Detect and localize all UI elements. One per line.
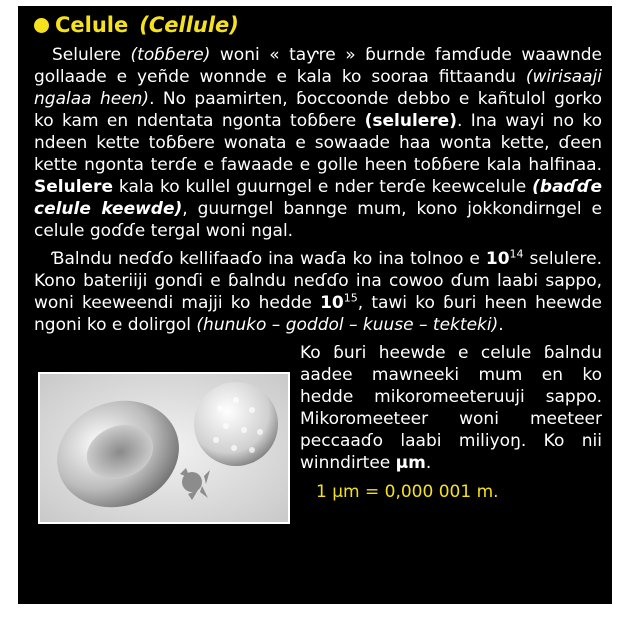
p2-number-1: 10 [485, 249, 510, 269]
p1-emph-2: (wirisaaji ngalaa heen) [34, 67, 602, 109]
p2-text-2: selulere. Kono bateriiji gonɗi e ɓalndu neɗɗo ina cowoo ɗum laabi sappo, woni keeweendi majji ko hedde [34, 249, 602, 313]
content-panel [18, 6, 612, 604]
p2-exponent-1: 14 [509, 247, 524, 261]
p1-text-2: woni « taƴre » ɓurnde famɗude waawnde gollaade e yeñde wonnde e kala ko sooraa fittaandu [34, 45, 602, 87]
p2-number-2: 10 [320, 293, 344, 313]
bottom-section [34, 342, 602, 537]
unit-formula: 1 µm = 0,000 001 m. [316, 482, 499, 502]
p2-text-4: . [498, 315, 504, 335]
p3-unit: µm [395, 453, 426, 473]
cell-micrograph-icon [40, 374, 288, 522]
p2-exponent-2: 15 [343, 291, 358, 305]
p1-emph-1: (toɓɓere) [130, 45, 211, 65]
p3-text-2: . [425, 453, 432, 473]
p1-text-5: kala ko kullel guurngel e nder terɗe keewcelule [112, 177, 533, 197]
paragraph-3 [300, 342, 602, 474]
paragraph-1 [34, 44, 602, 242]
p1-text-3: . No paamirten, ɓoccoonde debbo e kañtulol gorko ko kam en ndentata ngonta toɓɓere [34, 89, 602, 131]
p1-strong-emph-1: (baɗɗe celule keewde) [34, 177, 602, 219]
p1-strong-2: Selulere [34, 177, 113, 197]
right-column [300, 342, 602, 502]
p3-text-1: Ko ɓuri heewde e celule ɓalndu aadee mawneeki mum en ko hedde mikoromeeteruuji sappo. Mikoromeeteer woni meeteer peccaaɗo laabi miliyoŋ. Ko nii winndirtee [300, 343, 602, 473]
bullet-icon [34, 18, 49, 33]
p1-text-1: Selulere [52, 45, 131, 65]
p1-text-4: . Ina wayi no ko ndeen kette toɓɓere wonata e sowaade haa wonta kette, ɗeen kette ngonta terɗe e fawaade e golle heen toɓɓere kala halfinaa. [34, 111, 602, 175]
title-alt: (Cellule) [139, 13, 239, 37]
paragraph-2 [34, 248, 602, 336]
p2-text-3: , tawi ko ɓuri heen heewde ngoni ko e dolirgol [34, 293, 602, 335]
p2-text-1: Ɓalndu neɗɗo kellifaaɗo ina waɗa ko ina tolnoo e [52, 249, 486, 269]
title-main: Celule [55, 13, 129, 37]
p2-emph-1: (hunuko – goddol – kuuse – tekteki) [196, 315, 499, 335]
cell-micrograph-image [38, 372, 290, 524]
p1-text-6: , guurngel bannge mum, kono jokkondirngel e celule goɗɗe tergal woni ngal. [34, 199, 602, 241]
page-title [34, 12, 602, 38]
p1-strong-1: (selulere) [364, 111, 457, 131]
